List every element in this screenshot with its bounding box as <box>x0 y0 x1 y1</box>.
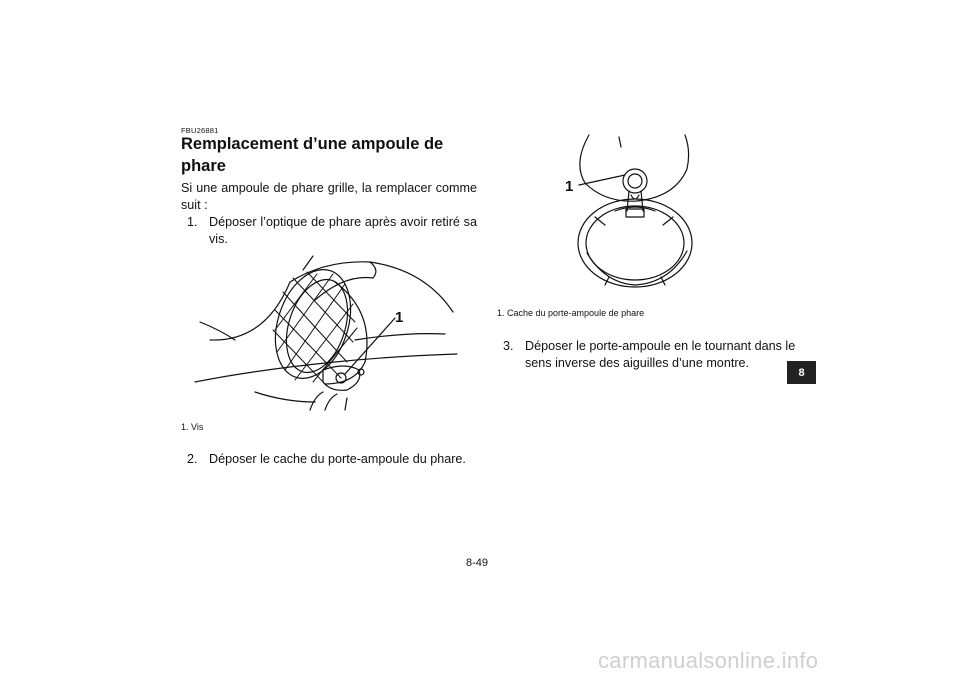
step-3 <box>503 338 803 374</box>
section-code: FBU26881 <box>181 126 219 135</box>
step-1 <box>187 214 477 250</box>
step-text: Déposer le cache du porte-ampoule du phare. <box>209 452 466 466</box>
step-2 <box>187 451 487 469</box>
figure2-caption: 1. Cache du porte-ampoule de phare <box>497 308 645 318</box>
figure1-callout: 1 <box>395 309 404 326</box>
page-number: 8-49 <box>466 557 489 569</box>
step-text: Déposer l’optique de phare après avoir retiré sa vis. <box>209 215 477 246</box>
step-number: 3. <box>503 339 514 353</box>
figure2-callout: 1 <box>565 178 574 195</box>
intro-paragraph: Si une ampoule de phare grille, la remplacer comme suit : <box>181 181 477 212</box>
step-number: 2. <box>187 452 198 466</box>
section-title: Remplacement d’une ampoule de phare <box>181 135 444 175</box>
figure1-caption: 1. Vis <box>181 422 204 432</box>
watermark: carmanualsonline.info <box>598 648 819 673</box>
headlight-figure <box>195 252 465 412</box>
bulb-holder-figure <box>565 133 700 293</box>
step-number: 1. <box>187 215 198 229</box>
chapter-tab: 8 <box>787 361 816 384</box>
step-text: Déposer le porte-ampoule en le tournant dans le sens inverse des aiguilles d’une montre. <box>525 339 796 370</box>
